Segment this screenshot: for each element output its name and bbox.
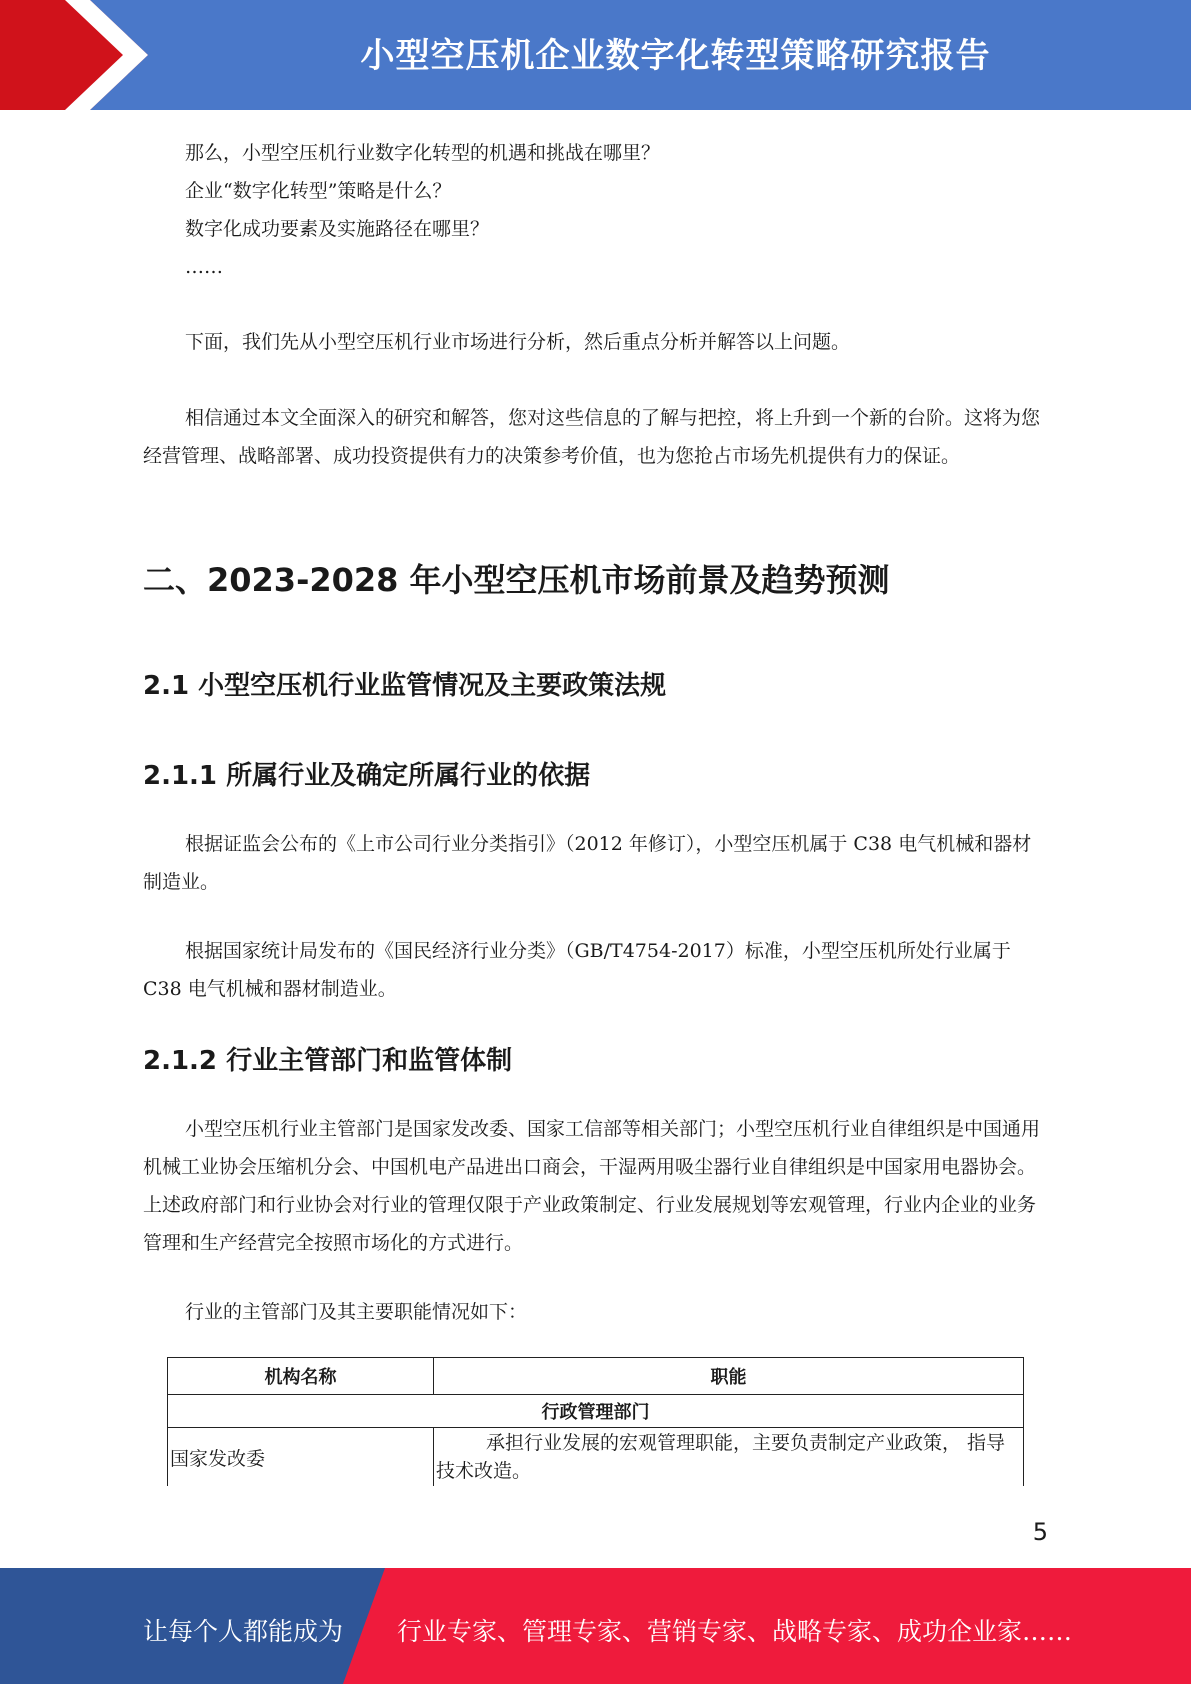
page-number: 5	[1032, 1518, 1048, 1546]
belief-paragraph: 相信通过本文全面深入的研究和解答，您对这些信息的了解与把控，将上升到一个新的台阶。这将为您经营管理、战略部署、成功投资提供有力的决策参考价值，也为您抢占市场先机提供有力的保证。	[143, 407, 1041, 467]
footer-banner	[0, 1568, 1191, 1684]
header-bar	[0, 0, 1191, 110]
authority-table	[167, 1357, 1024, 1486]
question-ellipsis: ……	[185, 256, 223, 278]
table-section-row	[168, 1395, 1024, 1428]
question-2: 企业“数字化转型”策略是什么？	[185, 180, 452, 202]
section-2-1-1-heading: 2.1.1 所属行业及确定所属行业的依据	[143, 761, 591, 791]
question-1: 那么，小型空压机行业数字化转型的机遇和挑战在哪里？	[185, 142, 661, 164]
footer-slogan-left: 让每个人都能成为	[143, 1617, 344, 1646]
section-2-1-2-heading: 2.1.2 行业主管部门和监管体制	[143, 1046, 513, 1076]
col-header-name: 机构名称	[168, 1358, 434, 1395]
table-header-row	[168, 1358, 1024, 1395]
section-label: 行政管理部门	[168, 1395, 1024, 1428]
section-2-heading: 二、2023-2028 年小型空压机市场前景及趋势预测	[143, 561, 890, 599]
s211-paragraph-2: 根据国家统计局发布的《国民经济行业分类》（GB/T4754-2017）标准，小型空压机所处行业属于 C38 电气机械和器材制造业。	[143, 940, 1011, 1000]
org-name-cell: 国家发改委	[168, 1428, 434, 1487]
col-header-duty: 职能	[434, 1358, 1024, 1395]
arrow-logo-icon	[0, 0, 200, 110]
footer-slogan-right: 行业专家、管理专家、营销专家、战略专家、成功企业家……	[397, 1617, 1073, 1646]
section-2-1-heading: 2.1 小型空压机行业监管情况及主要政策法规	[143, 671, 667, 701]
question-3: 数字化成功要素及实施路径在哪里？	[185, 218, 490, 240]
report-title: 小型空压机企业数字化转型策略研究报告	[360, 36, 991, 76]
org-duty-cell: 承担行业发展的宏观管理职能，主要负责制定产业政策， 指导技术改造。	[434, 1428, 1024, 1487]
s212-paragraph-1: 小型空压机行业主管部门是国家发改委、国家工信部等相关部门；小型空压机行业自律组织是中国通用机械工业协会压缩机分会、中国机电产品进出口商会，干湿两用吸尘器行业自律组织是中国家用电器协会。上述政府部门和行业协会对行业的管理仅限于产业政策制定、行业发展规划等宏观管理，行业内企业的业务管理和生产经营完全按照市场化的方式进行。	[143, 1118, 1041, 1254]
table-row	[168, 1428, 1024, 1487]
intro-paragraph: 下面，我们先从小型空压机行业市场进行分析，然后重点分析并解答以上问题。	[185, 331, 851, 353]
s212-paragraph-2: 行业的主管部门及其主要职能情况如下：	[185, 1301, 528, 1323]
s211-paragraph-1: 根据证监会公布的《上市公司行业分类指引》（2012 年修订），小型空压机属于 C38 电气机械和器材制造业。	[143, 833, 1032, 893]
